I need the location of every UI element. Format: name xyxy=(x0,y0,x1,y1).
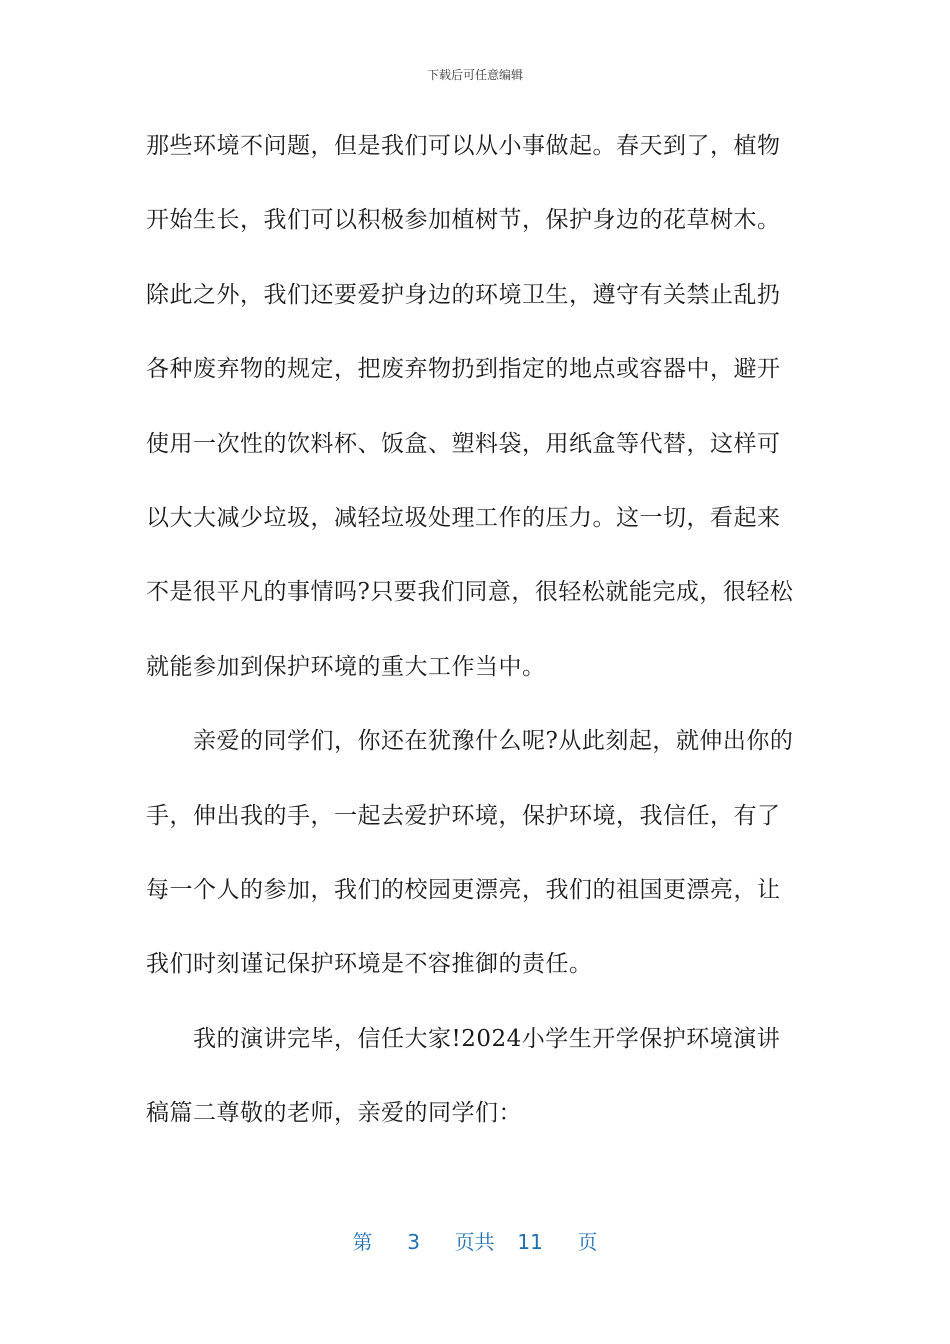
page-number-footer xyxy=(0,1226,950,1255)
text-line: 使用一次性的饮料杯、饭盒、塑料袋，用纸盒等代替，这样可 xyxy=(146,430,781,457)
text-line: 就能参加到保护环境的重大工作当中。 xyxy=(146,653,546,680)
text-line: 以大大减少垃圾，减轻垃圾处理工作的压力。这一切，看起来 xyxy=(146,504,781,531)
text-line: 各种废弃物的规定，把废弃物扔到指定的地点或容器中，避开 xyxy=(146,356,781,383)
text-line: 除此之外，我们还要爱护身边的环境卫生，遵守有关禁止乱扔 xyxy=(146,281,781,308)
paragraph-start-line: 我的演讲完毕，信任大家!2024小学生开学保护环境演讲 xyxy=(193,1025,781,1052)
footer-prefix: 第 xyxy=(352,1230,373,1254)
footer-middle: 页共 xyxy=(454,1230,495,1254)
document-body xyxy=(146,116,806,1157)
text-line: 开始生长，我们可以积极参加植树节，保护身边的花草树木。 xyxy=(146,207,781,234)
page-header-note: 下载后可任意编辑 xyxy=(426,68,523,82)
paragraph-start-line: 亲爱的同学们，你还在犹豫什么呢?从此刻起，就伸出你的 xyxy=(193,728,794,755)
footer-suffix: 页 xyxy=(577,1230,598,1254)
text-line: 我们时刻谨记保护环境是不容推御的责任。 xyxy=(146,951,593,978)
text-line: 手，伸出我的手，一起去爱护环境，保护环境，我信任，有了 xyxy=(146,802,781,829)
text-line: 不是很平凡的事情吗?只要我们同意，很轻松就能完成，很轻松 xyxy=(146,579,794,606)
text-line: 那些环境不问题，但是我们可以从小事做起。春天到了，植物 xyxy=(146,133,781,159)
footer-current-page: 3 xyxy=(407,1230,420,1254)
text-line: 每一个人的参加，我们的校园更漂亮，我们的祖国更漂亮，让 xyxy=(146,876,781,903)
footer-total-pages: 11 xyxy=(517,1230,543,1254)
text-line: 稿篇二尊敬的老师，亲爱的同学们： xyxy=(146,1100,522,1127)
